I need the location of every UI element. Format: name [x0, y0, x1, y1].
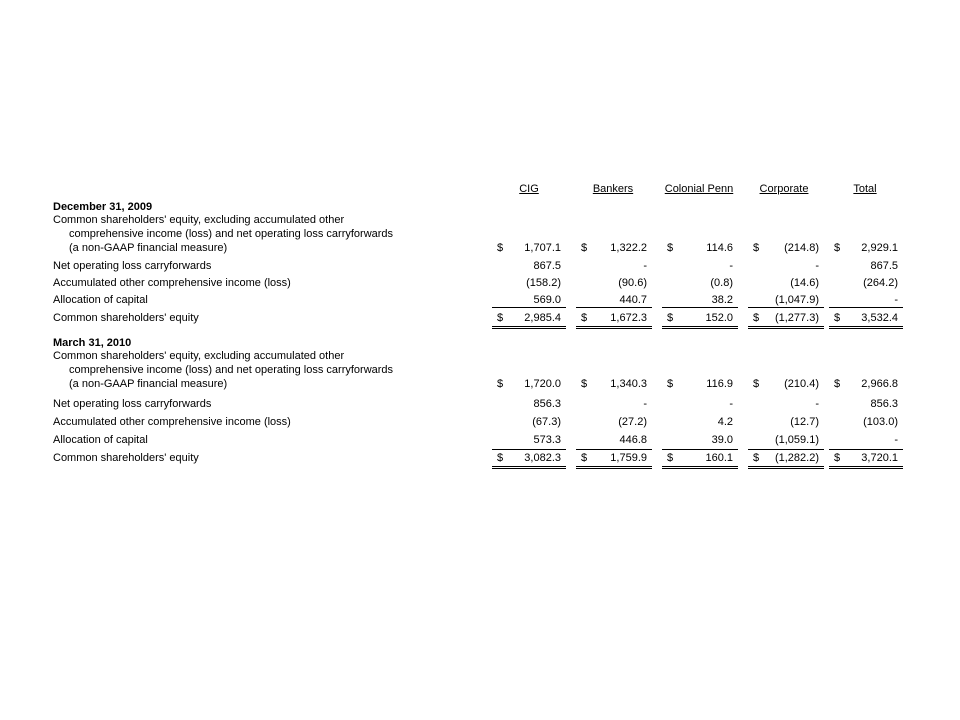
row-label: comprehensive income (loss) and net operating loss carryforwards: [69, 228, 394, 240]
currency-symbol: $: [497, 378, 504, 390]
row-label: Net operating loss carryforwards: [53, 398, 212, 410]
cell-value: 39.0: [711, 434, 733, 446]
cell-value: 569.0: [533, 294, 561, 306]
currency-symbol: $: [667, 312, 674, 324]
cell-value: -: [729, 398, 733, 410]
column-header: Colonial Penn: [664, 183, 734, 195]
currency-symbol: $: [667, 242, 674, 254]
total-double-rule: [576, 328, 652, 329]
cell-value: (14.6): [790, 277, 819, 289]
subtotal-rule: [576, 449, 652, 450]
cell-value: 3,532.4: [861, 312, 898, 324]
currency-symbol: $: [834, 242, 841, 254]
currency-symbol: $: [497, 242, 504, 254]
subtotal-rule: [662, 449, 738, 450]
cell-value: (210.4): [784, 378, 819, 390]
row-label: (a non-GAAP financial measure): [69, 242, 228, 254]
row-label: Allocation of capital: [53, 294, 148, 306]
subtotal-rule: [576, 307, 652, 308]
currency-symbol: $: [753, 242, 760, 254]
cell-value: (1,047.9): [774, 294, 819, 306]
total-double-rule: [829, 466, 903, 467]
cell-value: 160.1: [705, 452, 733, 464]
row-label: Common shareholders' equity, excluding accumulated other: [53, 214, 345, 226]
cell-value: -: [643, 260, 647, 272]
total-double-rule: [662, 328, 738, 329]
total-double-rule: [492, 328, 566, 329]
cell-value: 3,720.1: [861, 452, 898, 464]
total-double-rule: [748, 466, 824, 467]
cell-value: 1,672.3: [610, 312, 647, 324]
currency-symbol: $: [834, 312, 841, 324]
row-label: Accumulated other comprehensive income (loss): [53, 277, 291, 289]
row-label: Common shareholders' equity: [53, 312, 199, 324]
currency-symbol: $: [497, 452, 504, 464]
cell-value: -: [815, 260, 819, 272]
cell-value: (12.7): [790, 416, 819, 428]
column-header: Total: [853, 183, 877, 195]
total-double-rule: [492, 326, 566, 327]
cell-value: 573.3: [533, 434, 561, 446]
total-double-rule: [829, 468, 903, 469]
row-label: (a non-GAAP financial measure): [69, 378, 228, 390]
cell-value: 856.3: [870, 398, 898, 410]
total-double-rule: [748, 328, 824, 329]
row-label: Accumulated other comprehensive income (loss): [53, 416, 291, 428]
total-double-rule: [662, 466, 738, 467]
cell-value: -: [815, 398, 819, 410]
cell-value: (0.8): [710, 277, 733, 289]
subtotal-rule: [829, 449, 903, 450]
subtotal-rule: [748, 449, 824, 450]
cell-value: 446.8: [619, 434, 647, 446]
cell-value: 1,707.1: [524, 242, 561, 254]
cell-value: 3,082.3: [524, 452, 561, 464]
total-double-rule: [829, 328, 903, 329]
cell-value: 1,759.9: [610, 452, 647, 464]
section-title: March 31, 2010: [53, 337, 132, 349]
currency-symbol: $: [753, 452, 760, 464]
row-label: Net operating loss carryforwards: [53, 260, 212, 272]
currency-symbol: $: [581, 378, 588, 390]
subtotal-rule: [492, 449, 566, 450]
section-title: December 31, 2009: [53, 201, 153, 213]
row-label: Common shareholders' equity, excluding accumulated other: [53, 350, 345, 362]
cell-value: 2,985.4: [524, 312, 561, 324]
cell-value: (214.8): [784, 242, 819, 254]
cell-value: 38.2: [711, 294, 733, 306]
currency-symbol: $: [753, 312, 760, 324]
currency-symbol: $: [497, 312, 504, 324]
total-double-rule: [492, 466, 566, 467]
total-double-rule: [662, 468, 738, 469]
currency-symbol: $: [834, 452, 841, 464]
cell-value: (264.2): [863, 277, 898, 289]
cell-value: 1,340.3: [610, 378, 647, 390]
cell-value: (27.2): [618, 416, 647, 428]
currency-symbol: $: [581, 242, 588, 254]
total-double-rule: [829, 326, 903, 327]
column-header: Bankers: [592, 183, 634, 195]
currency-symbol: $: [581, 452, 588, 464]
cell-value: -: [894, 294, 898, 306]
currency-symbol: $: [667, 378, 674, 390]
currency-symbol: $: [834, 378, 841, 390]
cell-value: -: [894, 434, 898, 446]
total-double-rule: [576, 468, 652, 469]
row-label: Allocation of capital: [53, 434, 148, 446]
cell-value: 4.2: [717, 416, 733, 428]
cell-value: (158.2): [526, 277, 561, 289]
subtotal-rule: [829, 307, 903, 308]
total-double-rule: [748, 326, 824, 327]
cell-value: -: [643, 398, 647, 410]
cell-value: 1,322.2: [610, 242, 647, 254]
cell-value: (103.0): [863, 416, 898, 428]
total-double-rule: [576, 466, 652, 467]
row-label: Common shareholders' equity: [53, 452, 199, 464]
column-header: CIG: [519, 183, 539, 195]
cell-value: 152.0: [705, 312, 733, 324]
cell-value: 2,966.8: [861, 378, 898, 390]
currency-symbol: $: [667, 452, 674, 464]
cell-value: (90.6): [618, 277, 647, 289]
cell-value: -: [729, 260, 733, 272]
column-header: Corporate: [759, 183, 809, 195]
currency-symbol: $: [753, 378, 760, 390]
subtotal-rule: [662, 307, 738, 308]
subtotal-rule: [748, 307, 824, 308]
total-double-rule: [576, 326, 652, 327]
cell-value: 867.5: [870, 260, 898, 272]
cell-value: 114.6: [706, 242, 733, 254]
subtotal-rule: [492, 307, 566, 308]
cell-value: 856.3: [533, 398, 561, 410]
cell-value: 2,929.1: [861, 242, 898, 254]
total-double-rule: [492, 468, 566, 469]
cell-value: (67.3): [532, 416, 561, 428]
cell-value: (1,282.2): [774, 452, 819, 464]
cell-value: 440.7: [619, 294, 647, 306]
total-double-rule: [748, 468, 824, 469]
cell-value: (1,059.1): [774, 434, 819, 446]
cell-value: (1,277.3): [774, 312, 819, 324]
currency-symbol: $: [581, 312, 588, 324]
cell-value: 1,720.0: [524, 378, 561, 390]
cell-value: 116.9: [706, 378, 733, 390]
row-label: comprehensive income (loss) and net operating loss carryforwards: [69, 364, 394, 376]
cell-value: 867.5: [533, 260, 561, 272]
total-double-rule: [662, 326, 738, 327]
